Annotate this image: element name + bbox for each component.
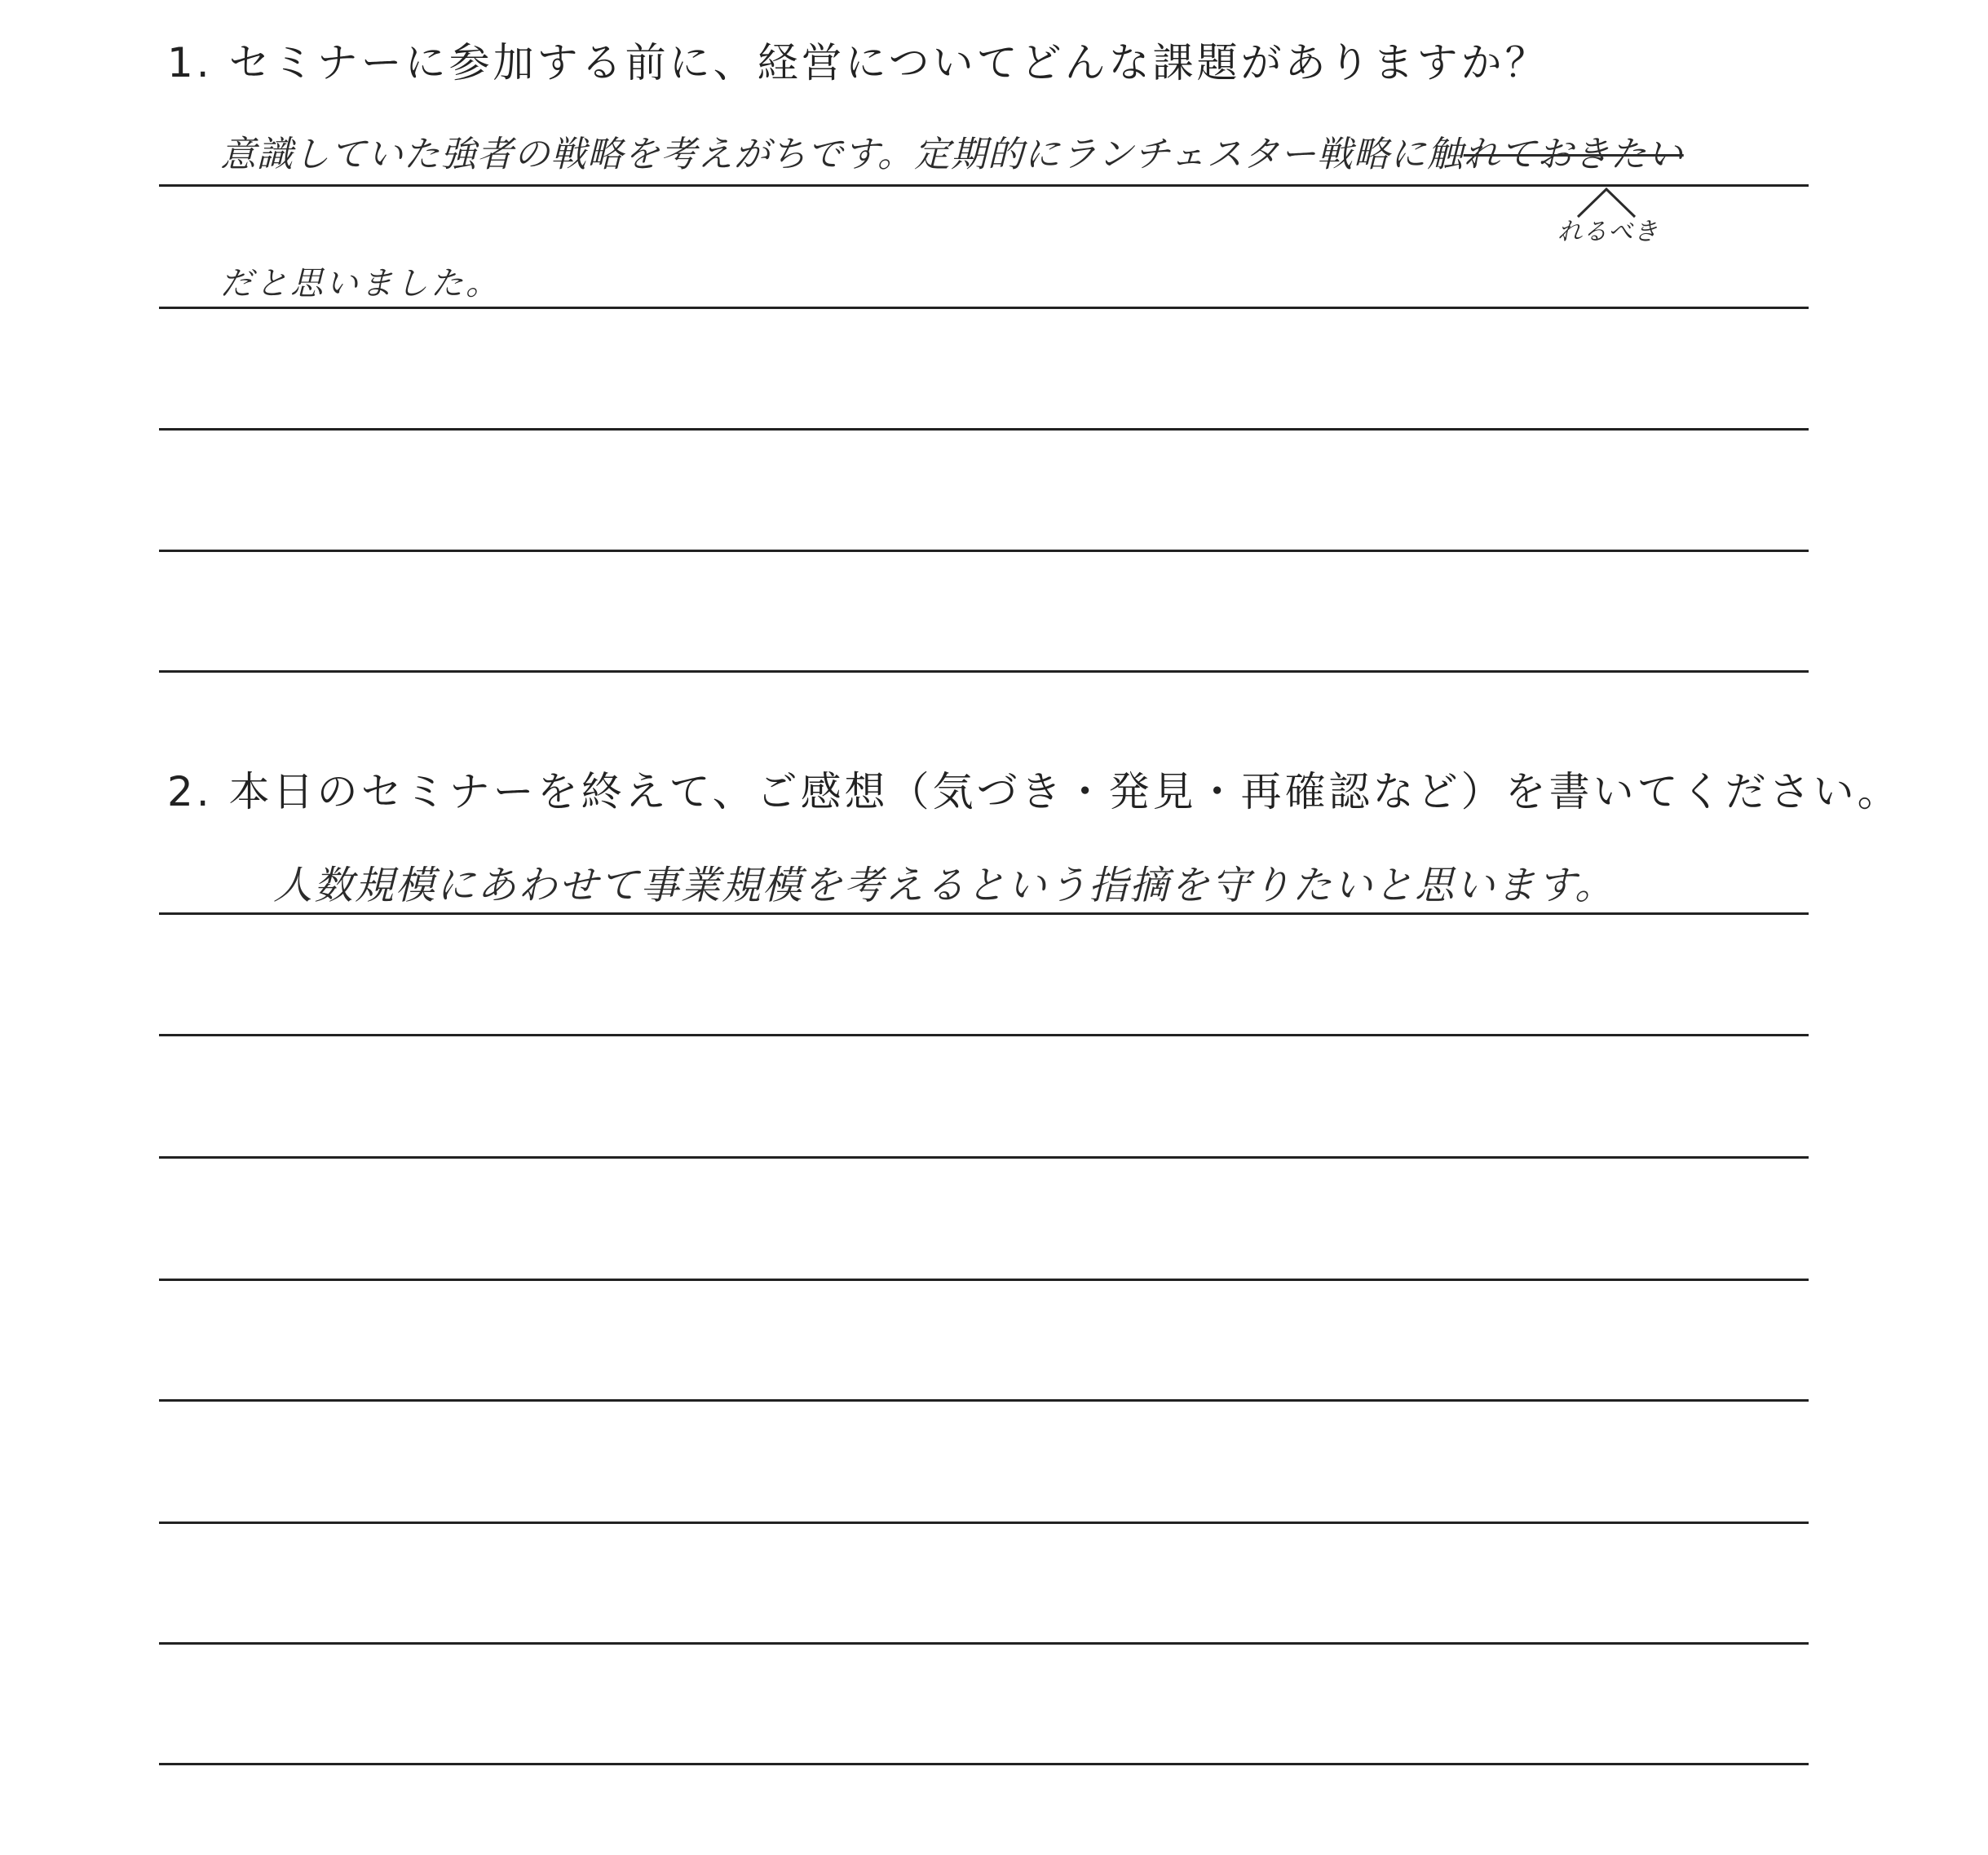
question-1-text: 1. セミナーに参加する前に、経営についてどんな課題がありますか？ <box>167 39 1549 86</box>
answer-1-insertion: れるべき <box>1557 218 1659 246</box>
answer-2-rule-6 <box>159 1522 1809 1524</box>
answer-1-rule-5 <box>159 670 1809 673</box>
answer-2-rule-1 <box>159 912 1809 915</box>
answer-1-rule-2 <box>159 307 1809 309</box>
answer-1-line-1 <box>220 134 1684 175</box>
answer-2-line-1: 人数規模にあわせて事業規模を考えるという指摘を守りたいと思います。 <box>273 863 1616 908</box>
question-2-text: 2. 本日のセミナーを終えて、ご感想（気づき・発見・再確認など）を書いてください。 <box>167 768 1902 815</box>
answer-2-rule-7 <box>159 1642 1809 1645</box>
answer-1-line-1-main: 意識していた強者の戦略を考えがちです。定期的にランチェスター戦略に触 <box>220 134 1464 175</box>
insertion-caret-icon <box>1574 186 1639 219</box>
answer-1-line-2: だと思いました。 <box>220 265 501 303</box>
answer-2-rule-5 <box>159 1399 1809 1402</box>
answer-2-rule-4 <box>159 1279 1809 1281</box>
answer-2-rule-3 <box>159 1156 1809 1159</box>
answer-2-rule-2 <box>159 1034 1809 1036</box>
answer-2-rule-8 <box>159 1763 1809 1765</box>
answer-1-struck-text: れておきたい <box>1463 134 1684 175</box>
answer-1-rule-3 <box>159 428 1809 431</box>
answer-1-rule-4 <box>159 550 1809 552</box>
answer-1-rule-1 <box>159 184 1809 187</box>
